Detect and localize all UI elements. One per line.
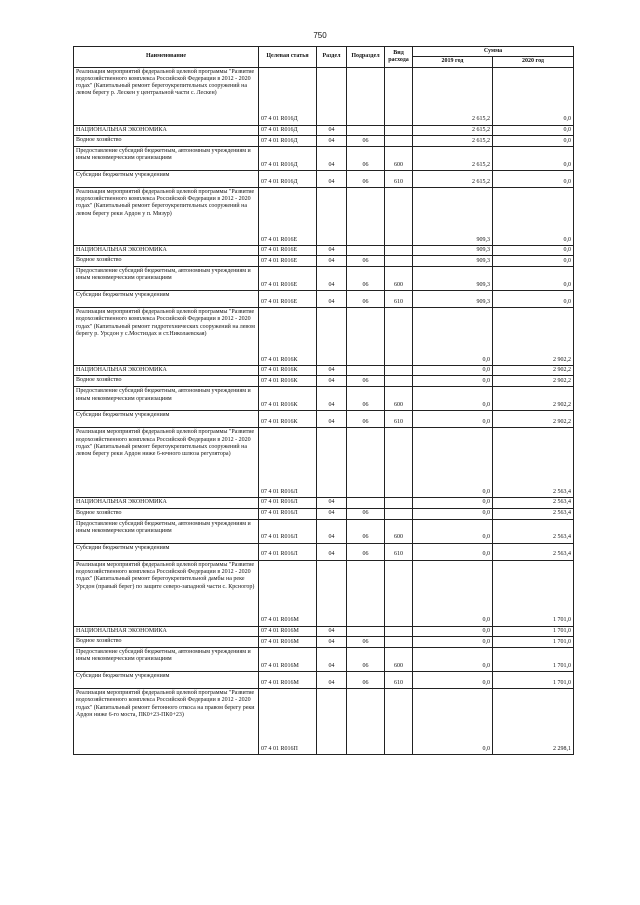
row-section <box>317 428 347 498</box>
row-kind <box>385 256 413 267</box>
row-sum-2020: 2 902,2 <box>493 366 574 376</box>
row-sum-2020: 0,0 <box>493 67 574 125</box>
row-code: 07 4 01 R016К <box>259 308 317 366</box>
table-row <box>74 508 574 519</box>
row-sum-2019: 0,0 <box>413 366 493 376</box>
table-row <box>74 519 574 543</box>
header-section: Раздел <box>317 47 347 68</box>
row-code: 07 4 01 R016Д <box>259 67 317 125</box>
row-subsection <box>347 689 385 755</box>
row-sum-2020: 2 563,4 <box>493 508 574 519</box>
row-code: 07 4 01 R016Е <box>259 256 317 267</box>
row-subsection: 06 <box>347 672 385 689</box>
row-sum-2019: 0,0 <box>413 648 493 672</box>
row-kind: 600 <box>385 146 413 170</box>
row-sum-2019: 0,0 <box>413 308 493 366</box>
row-name: НАЦИОНАЛЬНАЯ ЭКОНОМИКА <box>74 626 259 636</box>
row-sum-2020: 0,0 <box>493 146 574 170</box>
row-kind: 600 <box>385 648 413 672</box>
row-subsection: 06 <box>347 146 385 170</box>
row-sum-2020: 1 701,0 <box>493 637 574 648</box>
row-code: 07 4 01 R016М <box>259 672 317 689</box>
row-sum-2019: 0,0 <box>413 498 493 508</box>
row-subsection: 06 <box>347 543 385 560</box>
row-name: НАЦИОНАЛЬНАЯ ЭКОНОМИКА <box>74 498 259 508</box>
row-subsection: 06 <box>347 135 385 146</box>
row-sum-2020: 2 563,4 <box>493 519 574 543</box>
row-kind: 610 <box>385 672 413 689</box>
row-subsection <box>347 560 385 626</box>
row-section <box>317 308 347 366</box>
row-sum-2020: 1 701,0 <box>493 672 574 689</box>
row-name: Реализация мероприятий федеральной целевой программы "Развитие водохозяйственного комплекса Российской Федерации в 2012 - 2020 годах" (Капитальный ремонт берегоукрепительных сооружений на левом берегу реки Ардон у п. Мизур) <box>74 187 259 245</box>
row-code: 07 4 01 R016М <box>259 560 317 626</box>
row-section: 04 <box>317 498 347 508</box>
row-subsection: 06 <box>347 508 385 519</box>
table-row <box>74 672 574 689</box>
row-sum-2019: 0,0 <box>413 689 493 755</box>
header-name: Наименование <box>74 47 259 68</box>
row-subsection: 06 <box>347 376 385 387</box>
row-sum-2020: 0,0 <box>493 256 574 267</box>
row-code: 07 4 01 R016К <box>259 376 317 387</box>
table-row <box>74 498 574 508</box>
table-row <box>74 308 574 366</box>
row-sum-2019: 2 615,2 <box>413 146 493 170</box>
row-sum-2020: 2 563,4 <box>493 498 574 508</box>
row-section: 04 <box>317 170 347 187</box>
row-subsection <box>347 428 385 498</box>
row-sum-2019: 0,0 <box>413 428 493 498</box>
row-code: 07 4 01 R016Л <box>259 428 317 498</box>
row-sum-2020: 2 563,4 <box>493 543 574 560</box>
table-row <box>74 245 574 255</box>
row-subsection <box>347 626 385 636</box>
row-section: 04 <box>317 146 347 170</box>
row-section <box>317 689 347 755</box>
row-name: Субсидии бюджетным учреждениям <box>74 411 259 428</box>
row-kind <box>385 366 413 376</box>
row-section <box>317 187 347 245</box>
row-code: 07 4 01 R016К <box>259 387 317 411</box>
budget-table <box>73 46 574 755</box>
table-row <box>74 648 574 672</box>
row-code: 07 4 01 R016Л <box>259 519 317 543</box>
row-sum-2019: 0,0 <box>413 543 493 560</box>
row-sum-2020: 1 701,0 <box>493 560 574 626</box>
row-name: Предоставление субсидий бюджетным, автономным учреждениям и иным некоммерческим организациям <box>74 146 259 170</box>
row-kind <box>385 498 413 508</box>
row-sum-2020: 2 902,2 <box>493 308 574 366</box>
row-code: 07 4 01 R016Д <box>259 146 317 170</box>
row-section: 04 <box>317 256 347 267</box>
row-code: 07 4 01 R016К <box>259 366 317 376</box>
table-row <box>74 256 574 267</box>
row-sum-2019: 909,3 <box>413 267 493 291</box>
row-kind <box>385 376 413 387</box>
table-row <box>74 626 574 636</box>
row-kind <box>385 626 413 636</box>
table-row <box>74 543 574 560</box>
row-code: 07 4 01 R016Д <box>259 170 317 187</box>
table-row <box>74 67 574 125</box>
row-sum-2020: 2 902,2 <box>493 411 574 428</box>
row-name: Водное хозяйство <box>74 135 259 146</box>
row-kind <box>385 135 413 146</box>
table-row <box>74 187 574 245</box>
row-kind: 600 <box>385 519 413 543</box>
row-subsection: 06 <box>347 256 385 267</box>
table-row <box>74 135 574 146</box>
row-sum-2020: 0,0 <box>493 267 574 291</box>
row-sum-2020: 0,0 <box>493 170 574 187</box>
row-subsection: 06 <box>347 387 385 411</box>
row-section: 04 <box>317 387 347 411</box>
table-row <box>74 125 574 135</box>
row-kind: 610 <box>385 170 413 187</box>
row-kind: 600 <box>385 267 413 291</box>
row-kind <box>385 560 413 626</box>
table-row <box>74 689 574 755</box>
row-section: 04 <box>317 411 347 428</box>
row-sum-2020: 2 902,2 <box>493 376 574 387</box>
row-kind <box>385 428 413 498</box>
row-code: 07 4 01 R016М <box>259 626 317 636</box>
row-name: НАЦИОНАЛЬНАЯ ЭКОНОМИКА <box>74 366 259 376</box>
row-sum-2019: 909,3 <box>413 291 493 308</box>
row-section: 04 <box>317 626 347 636</box>
row-section <box>317 560 347 626</box>
row-subsection: 06 <box>347 637 385 648</box>
table-row <box>74 637 574 648</box>
table-row <box>74 366 574 376</box>
row-sum-2020: 2 563,4 <box>493 428 574 498</box>
row-subsection: 06 <box>347 519 385 543</box>
row-kind <box>385 245 413 255</box>
row-name: Предоставление субсидий бюджетным, автономным учреждениям и иным некоммерческим организациям <box>74 267 259 291</box>
table-row <box>74 387 574 411</box>
row-name: Субсидии бюджетным учреждениям <box>74 672 259 689</box>
row-code: 07 4 01 R016Л <box>259 508 317 519</box>
row-sum-2020: 1 701,0 <box>493 648 574 672</box>
row-section: 04 <box>317 291 347 308</box>
row-code: 07 4 01 R016Е <box>259 187 317 245</box>
row-sum-2020: 2 298,1 <box>493 689 574 755</box>
row-code: 07 4 01 R016Е <box>259 245 317 255</box>
row-sum-2019: 0,0 <box>413 387 493 411</box>
row-section: 04 <box>317 672 347 689</box>
row-section: 04 <box>317 376 347 387</box>
header-2020: 2020 год <box>493 57 574 67</box>
row-sum-2019: 2 615,2 <box>413 170 493 187</box>
row-kind <box>385 308 413 366</box>
row-subsection: 06 <box>347 411 385 428</box>
row-sum-2020: 0,0 <box>493 245 574 255</box>
row-subsection: 06 <box>347 648 385 672</box>
row-sum-2019: 2 615,2 <box>413 135 493 146</box>
row-subsection <box>347 498 385 508</box>
row-sum-2020: 1 701,0 <box>493 626 574 636</box>
row-code: 07 4 01 R016К <box>259 411 317 428</box>
row-kind <box>385 67 413 125</box>
row-sum-2019: 0,0 <box>413 626 493 636</box>
row-section: 04 <box>317 366 347 376</box>
row-section: 04 <box>317 508 347 519</box>
row-name: Реализация мероприятий федеральной целевой программы "Развитие водохозяйственного комплекса Российской Федерации в 2012 - 2020 годах" (Капитальный ремонт берегоукрепительных сооружений на левом берегу реки Ардон ниже 6-ючного шлюза регулятора) <box>74 428 259 498</box>
table-row <box>74 291 574 308</box>
row-name: Субсидии бюджетным учреждениям <box>74 291 259 308</box>
row-section: 04 <box>317 519 347 543</box>
header-subsection: Подраздел <box>347 47 385 68</box>
row-subsection <box>347 67 385 125</box>
row-sum-2019: 0,0 <box>413 508 493 519</box>
row-sum-2020: 0,0 <box>493 187 574 245</box>
table-header <box>74 47 574 68</box>
header-sum: Сумма <box>413 47 574 57</box>
row-sum-2020: 0,0 <box>493 125 574 135</box>
row-name: Водное хозяйство <box>74 376 259 387</box>
row-name: Водное хозяйство <box>74 637 259 648</box>
row-sum-2020: 0,0 <box>493 291 574 308</box>
table-row <box>74 560 574 626</box>
row-subsection <box>347 245 385 255</box>
row-kind: 610 <box>385 411 413 428</box>
table-row <box>74 267 574 291</box>
row-name: Предоставление субсидий бюджетным, автономным учреждениям и иным некоммерческим организациям <box>74 519 259 543</box>
row-subsection <box>347 366 385 376</box>
row-kind <box>385 187 413 245</box>
row-sum-2020: 2 902,2 <box>493 387 574 411</box>
row-subsection: 06 <box>347 291 385 308</box>
row-name: Предоставление субсидий бюджетным, автономным учреждениям и иным некоммерческим организациям <box>74 648 259 672</box>
row-name: Реализация мероприятий федеральной целевой программы "Развитие водохозяйственного комплекса Российской Федерации в 2012 - 2020 годах" (Капитальный ремонт бетонного откоса на правом берегу реки Ардон ниже 6-го моста, ПК0+23-ПК0+23) <box>74 689 259 755</box>
row-name: Водное хозяйство <box>74 256 259 267</box>
row-kind <box>385 689 413 755</box>
table-row <box>74 428 574 498</box>
table-row <box>74 376 574 387</box>
row-name: Реализация мероприятий федеральной целевой программы "Развитие водохозяйственного комплекса Российской Федерации в 2012 - 2020 годах" (Капитальный ремонт гидротехнических сооружений на левом берегу р. Урсдон у с.Мостиздах и ст.Николаевская) <box>74 308 259 366</box>
row-section: 04 <box>317 637 347 648</box>
row-kind: 600 <box>385 387 413 411</box>
row-code: 07 4 01 R016Л <box>259 498 317 508</box>
row-section: 04 <box>317 543 347 560</box>
row-sum-2020: 0,0 <box>493 135 574 146</box>
row-name: Субсидии бюджетным учреждениям <box>74 543 259 560</box>
row-sum-2019: 0,0 <box>413 411 493 428</box>
row-code: 07 4 01 R016Л <box>259 543 317 560</box>
row-kind <box>385 508 413 519</box>
page-number: 750 <box>313 31 327 40</box>
row-subsection <box>347 308 385 366</box>
row-section <box>317 67 347 125</box>
row-sum-2019: 909,3 <box>413 245 493 255</box>
row-name: Водное хозяйство <box>74 508 259 519</box>
row-subsection: 06 <box>347 170 385 187</box>
row-code: 07 4 01 R016М <box>259 637 317 648</box>
row-sum-2019: 909,3 <box>413 256 493 267</box>
table-row <box>74 170 574 187</box>
row-section: 04 <box>317 135 347 146</box>
header-kind: Вид расхода <box>385 47 413 68</box>
row-sum-2019: 2 615,2 <box>413 125 493 135</box>
row-sum-2019: 0,0 <box>413 637 493 648</box>
row-code: 07 4 01 R016П <box>259 689 317 755</box>
row-section: 04 <box>317 245 347 255</box>
row-kind <box>385 637 413 648</box>
row-name: Предоставление субсидий бюджетным, автономным учреждениям и иным некоммерческим организациям <box>74 387 259 411</box>
row-name: Реализация мероприятий федеральной целевой программы "Развитие водохозяйственного комплекса Российской Федерации в 2012 - 2020 годах" (Капитальный ремонт берегоукрепительной дамбы на реке Урсдон (правый берег) по защите северо-западной части с. Крсногор) <box>74 560 259 626</box>
table-body <box>74 67 574 754</box>
table-row <box>74 146 574 170</box>
row-code: 07 4 01 R016Е <box>259 267 317 291</box>
row-subsection <box>347 187 385 245</box>
row-sum-2019: 0,0 <box>413 560 493 626</box>
row-name: Реализация мероприятий федеральной целевой программы "Развитие водохозяйственного комплекса Российской Федерации в 2012 - 2020 годах" (Капитальный ремонт берегоукрепительных сооружений на левом берегу р. Лескен у центральной части с. Лескен) <box>74 67 259 125</box>
header-code: Целевая статья <box>259 47 317 68</box>
row-sum-2019: 2 615,2 <box>413 67 493 125</box>
header-2019: 2019 год <box>413 57 493 67</box>
row-code: 07 4 01 R016Д <box>259 135 317 146</box>
row-kind: 610 <box>385 291 413 308</box>
row-section: 04 <box>317 267 347 291</box>
row-section: 04 <box>317 125 347 135</box>
row-subsection: 06 <box>347 267 385 291</box>
row-section: 04 <box>317 648 347 672</box>
row-sum-2019: 0,0 <box>413 376 493 387</box>
row-name: НАЦИОНАЛЬНАЯ ЭКОНОМИКА <box>74 125 259 135</box>
row-sum-2019: 0,0 <box>413 672 493 689</box>
row-code: 07 4 01 R016М <box>259 648 317 672</box>
row-kind: 610 <box>385 543 413 560</box>
table-row <box>74 411 574 428</box>
row-name: Субсидии бюджетным учреждениям <box>74 170 259 187</box>
row-sum-2019: 909,3 <box>413 187 493 245</box>
row-code: 07 4 01 R016Е <box>259 291 317 308</box>
row-name: НАЦИОНАЛЬНАЯ ЭКОНОМИКА <box>74 245 259 255</box>
row-code: 07 4 01 R016Д <box>259 125 317 135</box>
row-sum-2019: 0,0 <box>413 519 493 543</box>
row-kind <box>385 125 413 135</box>
row-subsection <box>347 125 385 135</box>
